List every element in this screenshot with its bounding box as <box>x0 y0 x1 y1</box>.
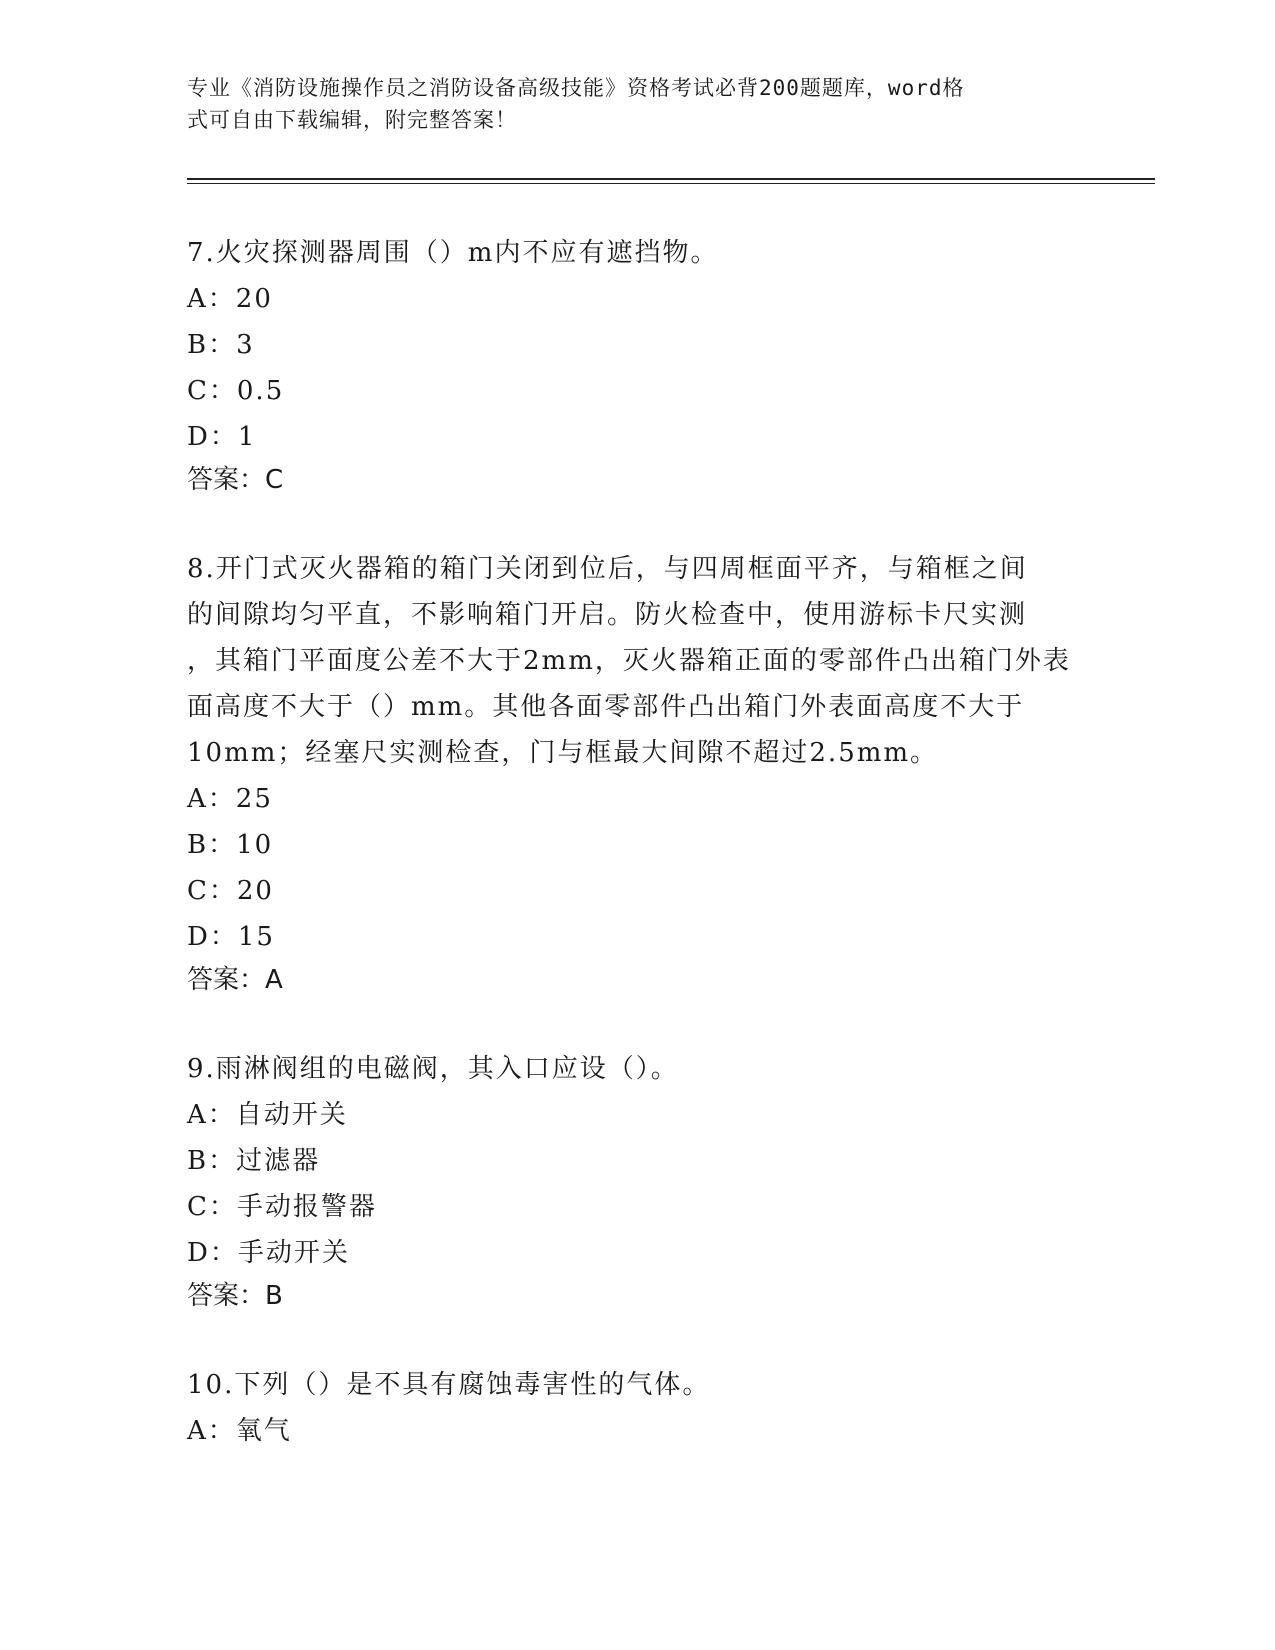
option-a: A：自动开关 <box>187 1100 348 1130</box>
question-stem-line-3: ，其箱门平面度公差不大于2mm，灭火器箱正面的零部件凸出箱门外表 <box>187 646 1071 676</box>
document-header <box>187 72 1067 136</box>
option-c: C：手动报警器 <box>187 1192 377 1222</box>
question-9 <box>187 1046 1087 1316</box>
option-a: A：20 <box>187 284 273 314</box>
question-stem: 9.雨淋阀组的电磁阀，其入口应设（）。 <box>187 1054 679 1084</box>
option-c: C：0.5 <box>187 376 285 406</box>
question-10 <box>187 1362 1087 1454</box>
question-7 <box>187 230 1087 500</box>
header-line-2: 式可自由下载编辑，附完整答案！ <box>187 108 517 132</box>
option-a: A：氧气 <box>187 1416 292 1446</box>
option-d: D：1 <box>187 422 257 452</box>
option-d: D：15 <box>187 922 275 952</box>
option-b: B：过滤器 <box>187 1146 321 1176</box>
question-stem-line-2: 的间隙均匀平直，不影响箱门开启。防火检查中，使用游标卡尺实测 <box>187 600 1028 630</box>
header-divider-thin <box>187 183 1155 184</box>
question-8 <box>187 546 1087 1000</box>
header-line-1: 专业《消防设施操作员之消防设备高级技能》资格考试必背200题题库，word格 <box>187 76 965 100</box>
option-a: A：25 <box>187 784 273 814</box>
question-list <box>187 230 1087 1500</box>
question-stem: 10.下列（）是不具有腐蚀毒害性的气体。 <box>187 1370 711 1400</box>
question-stem-line-5: 10mm；经塞尺实测检查，门与框最大间隙不超过2.5mm。 <box>187 738 939 768</box>
answer-line: 答案：B <box>187 1281 283 1311</box>
answer-line: 答案：A <box>187 965 283 995</box>
question-stem-line-4: 面高度不大于（）mm。其他各面零部件凸出箱门外表面高度不大于 <box>187 692 1025 722</box>
option-d: D：手动开关 <box>187 1238 350 1268</box>
question-stem: 7.火灾探测器周围（）m内不应有遮挡物。 <box>187 238 719 268</box>
option-b: B：3 <box>187 330 255 360</box>
option-b: B：10 <box>187 830 274 860</box>
option-c: C：20 <box>187 876 274 906</box>
header-divider-thick <box>187 178 1155 180</box>
question-stem-line-1: 8.开门式灭火器箱的箱门关闭到位后，与四周框面平齐，与箱框之间 <box>187 554 1028 584</box>
answer-line: 答案：C <box>187 465 284 495</box>
